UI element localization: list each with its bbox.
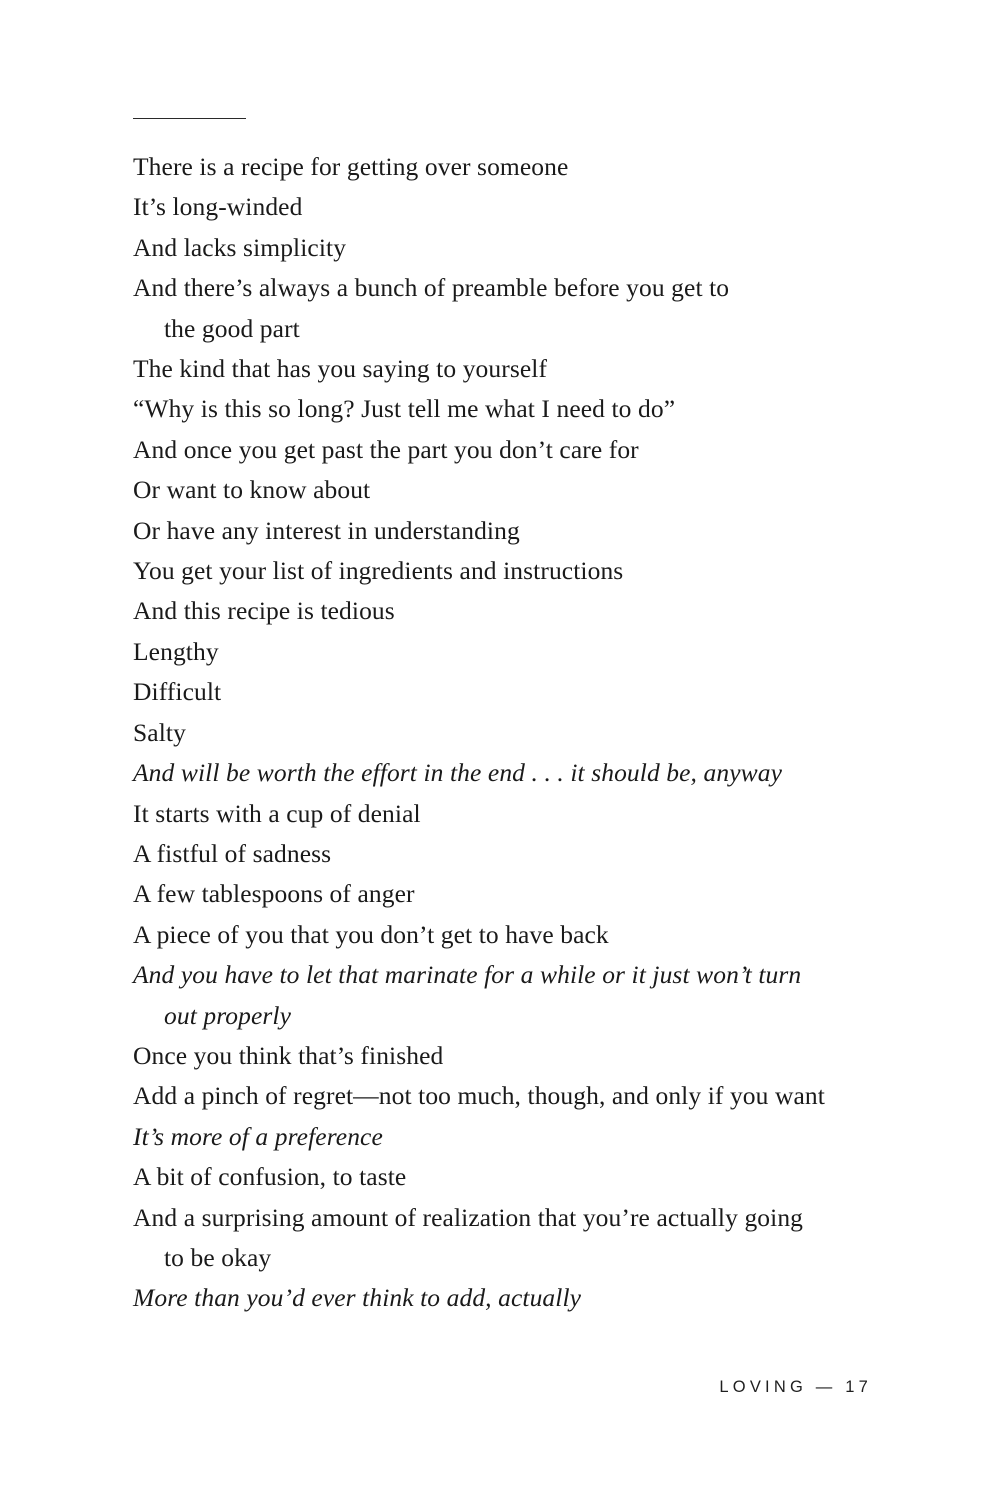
poem-line: More than you’d ever think to add, actually <box>133 1283 582 1313</box>
poem-line: And there’s always a bunch of preamble before you get to <box>133 273 730 303</box>
poem-line: Lengthy <box>133 636 219 666</box>
poem-line: A fistful of sadness <box>133 838 332 868</box>
poem-line: “Why is this so long? Just tell me what I need to do” <box>133 394 676 424</box>
poem-line: A few tablespoons of anger <box>133 879 415 909</box>
poem-line: And will be worth the effort in the end . . . it should be, anyway <box>133 758 782 788</box>
poem-line: Add a pinch of regret—not too much, though, and only if you want <box>133 1081 825 1111</box>
poem-line: to be okay <box>164 1242 272 1272</box>
poem-line: Difficult <box>133 677 222 707</box>
poem-line: It starts with a cup of denial <box>133 798 421 828</box>
poem-line: the good part <box>164 313 300 343</box>
poem-line: A bit of confusion, to taste <box>133 1162 407 1192</box>
poem-line: And once you get past the part you don’t care for <box>133 434 639 464</box>
poem-line: A piece of you that you don’t get to have back <box>133 919 609 949</box>
poem-line: You get your list of ingredients and instructions <box>133 556 624 586</box>
poem-line: Or want to know about <box>133 475 371 505</box>
poem-line: Once you think that’s finished <box>133 1040 444 1070</box>
poem-line: out properly <box>164 1000 292 1030</box>
poem-line: Salty <box>133 717 186 747</box>
poem-line: The kind that has you saying to yourself <box>133 354 548 384</box>
poem-line: And a surprising amount of realization that you’re actually going <box>133 1202 804 1232</box>
poem-line: There is a recipe for getting over someone <box>133 152 569 181</box>
poem-body <box>133 118 893 1319</box>
poem-line: It’s long-winded <box>133 192 303 222</box>
poem-line-list <box>133 147 893 1319</box>
footer-running-head: LOVING — 17 <box>719 1378 872 1396</box>
poem-line: And this recipe is tedious <box>133 596 395 626</box>
poem-line: And you have to let that marinate for a while or it just won’t turn <box>133 960 802 990</box>
poem-line: And lacks simplicity <box>133 232 347 262</box>
page-footer <box>0 1378 985 1397</box>
poem-line: It’s more of a preference <box>133 1121 383 1151</box>
section-divider-rule <box>133 118 246 119</box>
poem-line: Or have any interest in understanding <box>133 515 520 545</box>
